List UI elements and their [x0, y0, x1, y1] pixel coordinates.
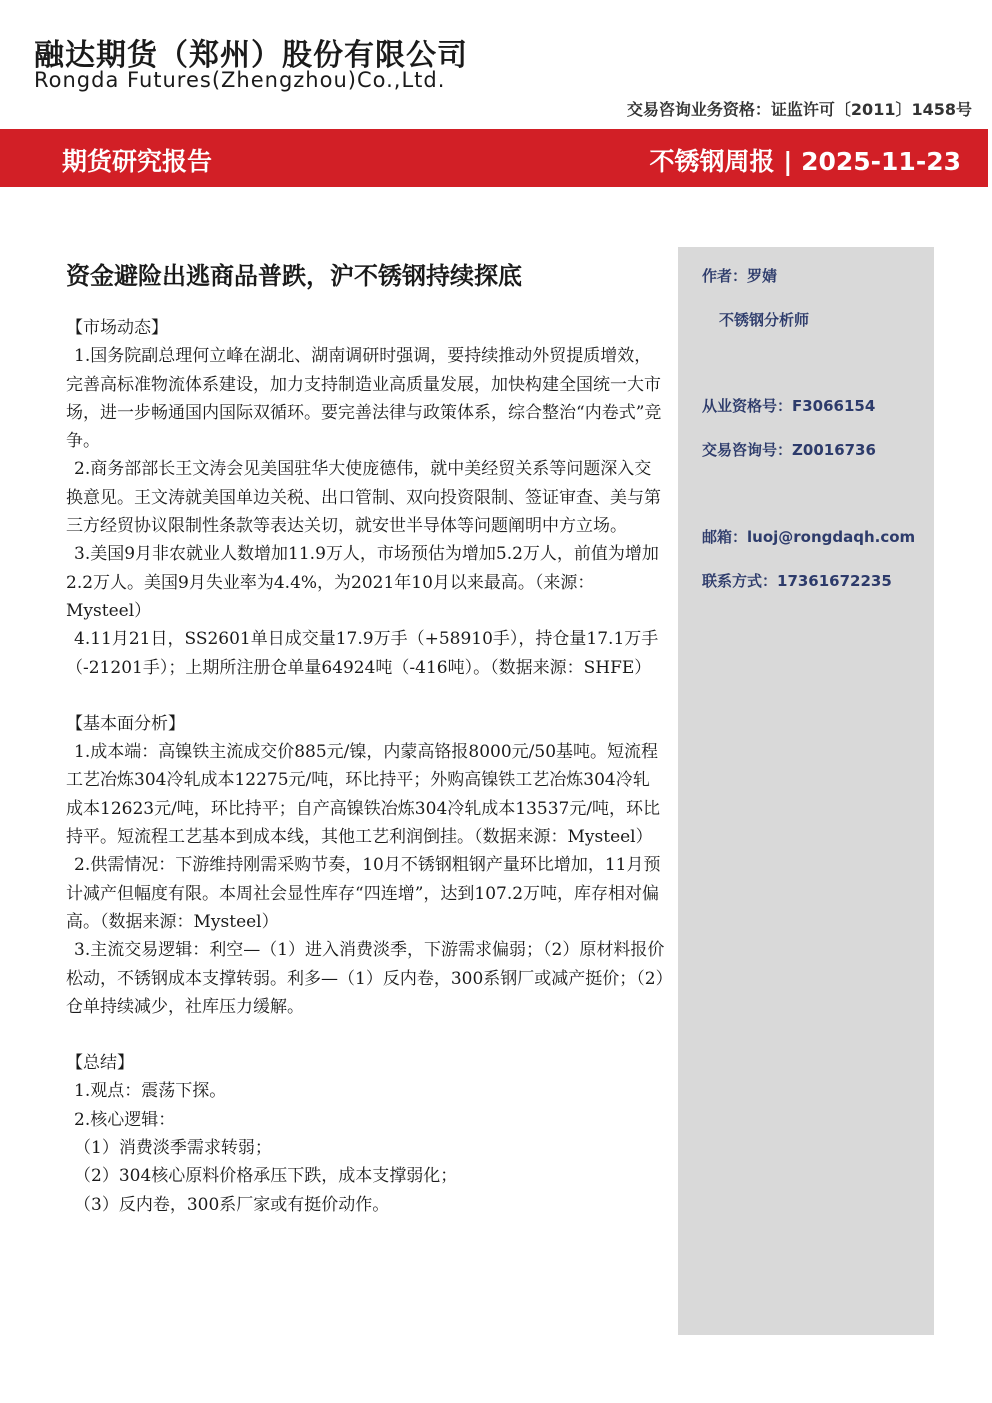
company-name-en: Rongda Futures(Zhengzhou)Co.,Ltd.	[34, 68, 446, 92]
section-spacer	[66, 1021, 666, 1049]
market-item: 2.商务部部长王文涛会见美国驻华大使庞德伟，就中美经贸关系等问题深入交换意见。王文涛就美国单边关税、出口管制、双向投资限制、签证审查、美与第三方经贸协议限制性条款等表达关切，就安世半导体等问题阐明中方立场。	[66, 459, 661, 537]
market-heading: 【市场动态】	[66, 318, 168, 338]
fundamental-item: 3.主流交易逻辑：利空—（1）进入消费淡季，下游需求偏弱；（2）原材料报价松动，不锈钢成本支撑转弱。利多—（1）反内卷，300系钢厂或减产挺价；（2）仓单持续减少，社库压力缓解。	[66, 940, 665, 1017]
market-item: 3.美国9月非农就业人数增加11.9万人，市场预估为增加5.2万人，前值为增加2.2万人。美国9月失业率为4.4%，为2021年10月以来最高。（来源：Mysteel）	[66, 544, 659, 621]
report-title: 资金避险出逃商品普跌，沪不锈钢持续探底	[66, 262, 522, 290]
consult-number: 交易咨询号：Z0016736	[702, 441, 876, 459]
market-item: 1.国务院副总理何立峰在湖北、湖南调研时强调，要持续推动外贸提质增效，完善高标准物流体系建设，加力支持制造业高质量发展，加快构建全国统一大市场，进一步畅通国内国际双循环。要完善法律与政策体系，综合整治“内卷式”竞争。	[66, 346, 662, 452]
author-phone: 联系方式：17361672235	[702, 572, 892, 590]
report-banner	[0, 129, 988, 187]
summary-item: （2）304核心原料价格承压下跌，成本支撑弱化；	[74, 1166, 458, 1187]
author-title: 不锈钢分析师	[719, 311, 810, 329]
fundamental-item: 2.供需情况：下游维持刚需采购节奏，10月不锈钢粗钢产量环比增加，11月预计减产但幅度有限。本周社会显性库存“四连增”，达到107.2万吨，库存相对偏高。（数据来源：Mysteel）	[66, 855, 661, 932]
license-info: 交易咨询业务资格：证监许可〔2011〕1458号	[626, 100, 972, 119]
company-name-cn: 融达期货（郑州）股份有限公司	[34, 38, 468, 73]
report-body	[66, 314, 666, 1219]
author-name: 作者：罗婧	[702, 267, 778, 285]
summary-item: （1）消费淡季需求转弱；	[74, 1138, 272, 1159]
market-item: 4.11月21日，SS2601单日成交量17.9万手（+58910手），持仓量17.1万手（-21201手）；上期所注册仓单量64924吨（-416吨）。（数据来源：SHFE）	[66, 629, 659, 678]
report-type: 期货研究报告	[62, 147, 213, 176]
fundamental-heading: 【基本面分析】	[66, 713, 185, 734]
summary-item: （3）反内卷，300系厂家或有挺价动作。	[74, 1194, 390, 1215]
summary-item: 1.观点：震荡下探。	[74, 1081, 227, 1102]
section-spacer	[66, 682, 666, 710]
fundamental-item: 1.成本端：高镍铁主流成交价885元/镍，内蒙高铬报8000元/50基吨。短流程工艺冶炼304冷轧成本12275元/吨，环比持平；外购高镍铁工艺冶炼304冷轧成本12623元/吨，环比持平；自产高镍铁冶炼304冷轧成本13537元/吨，环比持平。短流程工艺基本到成本线，其他工艺利润倒挂。（数据来源：Mysteel）	[66, 742, 661, 848]
summary-item: 2.核心逻辑：	[74, 1109, 176, 1130]
author-email[interactable]: 邮箱：luoj@rongdaqh.com	[702, 528, 916, 546]
qualification-number: 从业资格号：F3066154	[702, 397, 876, 415]
report-name-date: 不锈钢周报 | 2025-11-23	[649, 147, 961, 176]
author-sidebar	[678, 247, 934, 1335]
summary-heading: 【总结】	[66, 1053, 134, 1074]
